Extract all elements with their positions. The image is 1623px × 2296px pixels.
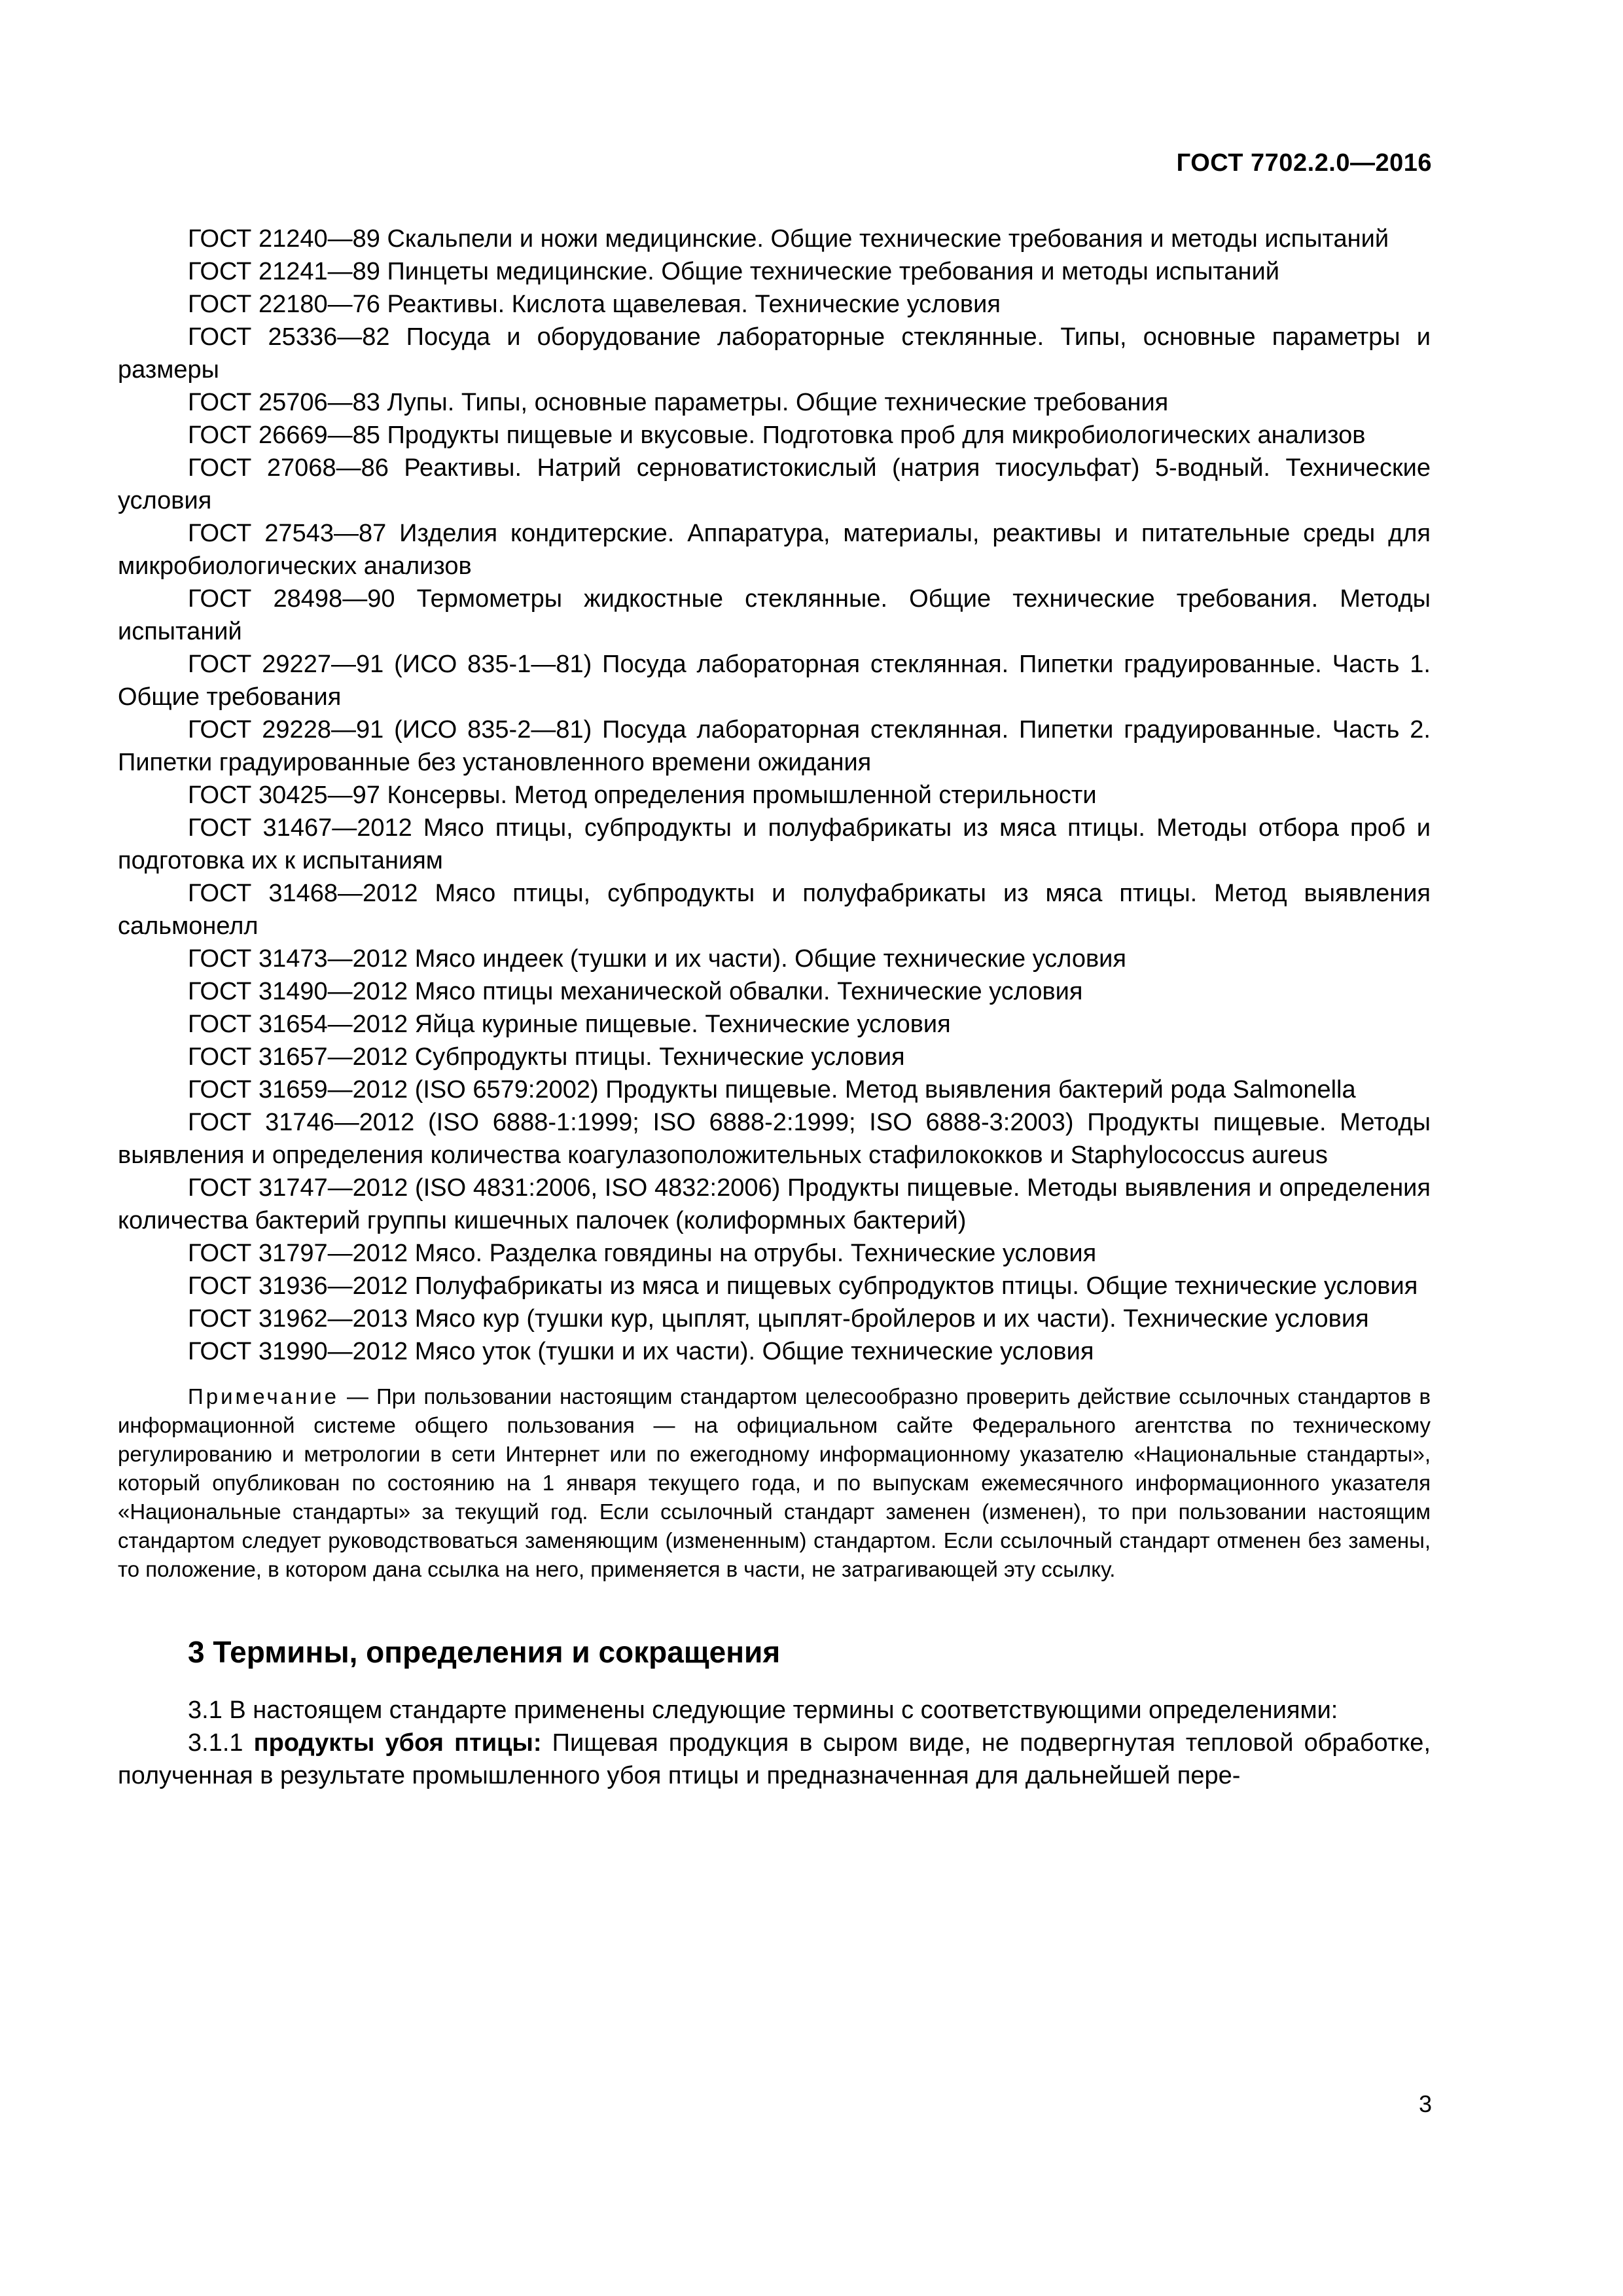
reference-item: ГОСТ 31659—2012 (ISO 6579:2002) Продукты пищевые. Метод выявления бактерий рода Salmonella [188,1076,1356,1103]
page-content [118,223,1431,1792]
reference-item: ГОСТ 31467—2012 Мясо птицы, субпродукты и полуфабрикаты из мяса птицы. Методы отбора проб и подготовка их к испытаниям [118,814,1431,874]
reference-item: ГОСТ 22180—76 Реактивы. Кислота щавелевая. Технические условия [188,291,1001,318]
term-number: 3.1.1 [188,1729,254,1757]
reference-item: ГОСТ 31746—2012 (ISO 6888-1:1999; ISO 6888-2:1999; ISO 6888-3:2003) Продукты пищевые. Методы выявления и определения количества коагулазоположительных стафилококков и Staphylococcus aureus [118,1109,1431,1169]
reference-item: ГОСТ 31962—2013 Мясо кур (тушки кур, цыплят, цыплят-бройлеров и их части). Технические условия [188,1305,1369,1333]
reference-item: ГОСТ 31657—2012 Субпродукты птицы. Технические условия [188,1043,905,1071]
reference-item: ГОСТ 29228—91 (ИСО 835-2—81) Посуда лабораторная стеклянная. Пипетки градуированные. Часть 2. Пипетки градуированные без установленного времени ожидания [118,716,1431,776]
term-text: Пищевая продукция в сыром виде, не подвергнутая тепловой обработке, полученная в результате промышленного убоя птицы и предназначенная для дальнейшей пере- [118,1729,1431,1789]
note-label: Примечание [188,1384,340,1408]
term-definition [118,1727,1431,1792]
reference-item: ГОСТ 27068—86 Реактивы. Натрий серноватистокислый (натрия тиосульфат) 5-водный. Технические условия [118,454,1431,514]
reference-item: ГОСТ 29227—91 (ИСО 835-1—81) Посуда лабораторная стеклянная. Пипетки градуированные. Часть 1. Общие требования [118,651,1431,711]
references-list [118,223,1431,1368]
reference-item: ГОСТ 25336—82 Посуда и оборудование лабораторные стеклянные. Типы, основные параметры и размеры [118,323,1431,384]
reference-item: ГОСТ 27543—87 Изделия кондитерские. Аппаратура, материалы, реактивы и питательные среды для микробиологических анализов [118,520,1431,580]
reference-item: ГОСТ 26669—85 Продукты пищевые и вкусовые. Подготовка проб для микробиологических анализов [188,422,1366,449]
reference-item: ГОСТ 30425—97 Консервы. Метод определения промышленной стерильности [188,781,1097,809]
reference-item: ГОСТ 31990—2012 Мясо уток (тушки и их части). Общие технические условия [188,1338,1094,1365]
reference-item: ГОСТ 31654—2012 Яйца куриные пищевые. Технические условия [188,1011,951,1038]
reference-item: ГОСТ 31747—2012 (ISO 4831:2006, ISO 4832:2006) Продукты пищевые. Методы выявления и определения количества бактерий группы кишечных палочек (колиформных бактерий) [118,1174,1431,1234]
section-title: 3 Термины, определения и сокращения [188,1635,781,1669]
reference-item: ГОСТ 21241—89 Пинцеты медицинские. Общие технические требования и методы испытаний [188,258,1279,285]
reference-item: ГОСТ 31797—2012 Мясо. Разделка говядины на отрубы. Технические условия [188,1240,1097,1267]
reference-item: ГОСТ 31468—2012 Мясо птицы, субпродукты и полуфабрикаты из мяса птицы. Метод выявления сальмонелл [118,880,1431,940]
document-code-header: ГОСТ 7702.2.0—2016 [1176,149,1432,177]
page-number: 3 [1418,2090,1432,2117]
reference-item: ГОСТ 31490—2012 Мясо птицы механической обвалки. Технические условия [188,978,1083,1005]
reference-item: ГОСТ 21240—89 Скальпели и ножи медицинские. Общие технические требования и методы испытаний [188,225,1389,253]
note-paragraph [118,1382,1431,1584]
section-intro: 3.1 В настоящем стандарте применены следующие термины с соответствующими определениями: [188,1696,1338,1724]
reference-item: ГОСТ 25706—83 Лупы. Типы, основные параметры. Общие технические требования [188,389,1169,416]
term-name: продукты убоя птицы: [253,1729,542,1757]
note-text: — При пользовании настоящим стандартом целесообразно проверить действие ссылочных стандартов в информационной системе общего пользования — на официальном сайте Федерального агентства по техническому регулированию и метрологии в сети Интернет или по ежегодному информационному указателю «Национальные стандарты», который опубликован по состоянию на 1 января текущего года, и по выпускам ежемесячного информационного указателя «Национальные стандарты» за текущий год. Если ссылочный стандарт заменен (изменен), то при пользовании настоящим стандартом следует руководствоваться заменяющим (измененным) стандартом. Если ссылочный стандарт отменен без замены, то положение, в котором дана ссылка на него, применяется в части, не затрагивающей эту ссылку. [118,1384,1431,1581]
reference-item: ГОСТ 31936—2012 Полуфабрикаты из мяса и пищевых субпродуктов птицы. Общие технические условия [188,1272,1418,1300]
reference-item: ГОСТ 31473—2012 Мясо индеек (тушки и их части). Общие технические условия [188,945,1126,973]
reference-item: ГОСТ 28498—90 Термометры жидкостные стеклянные. Общие технические требования. Методы испытаний [118,585,1431,645]
